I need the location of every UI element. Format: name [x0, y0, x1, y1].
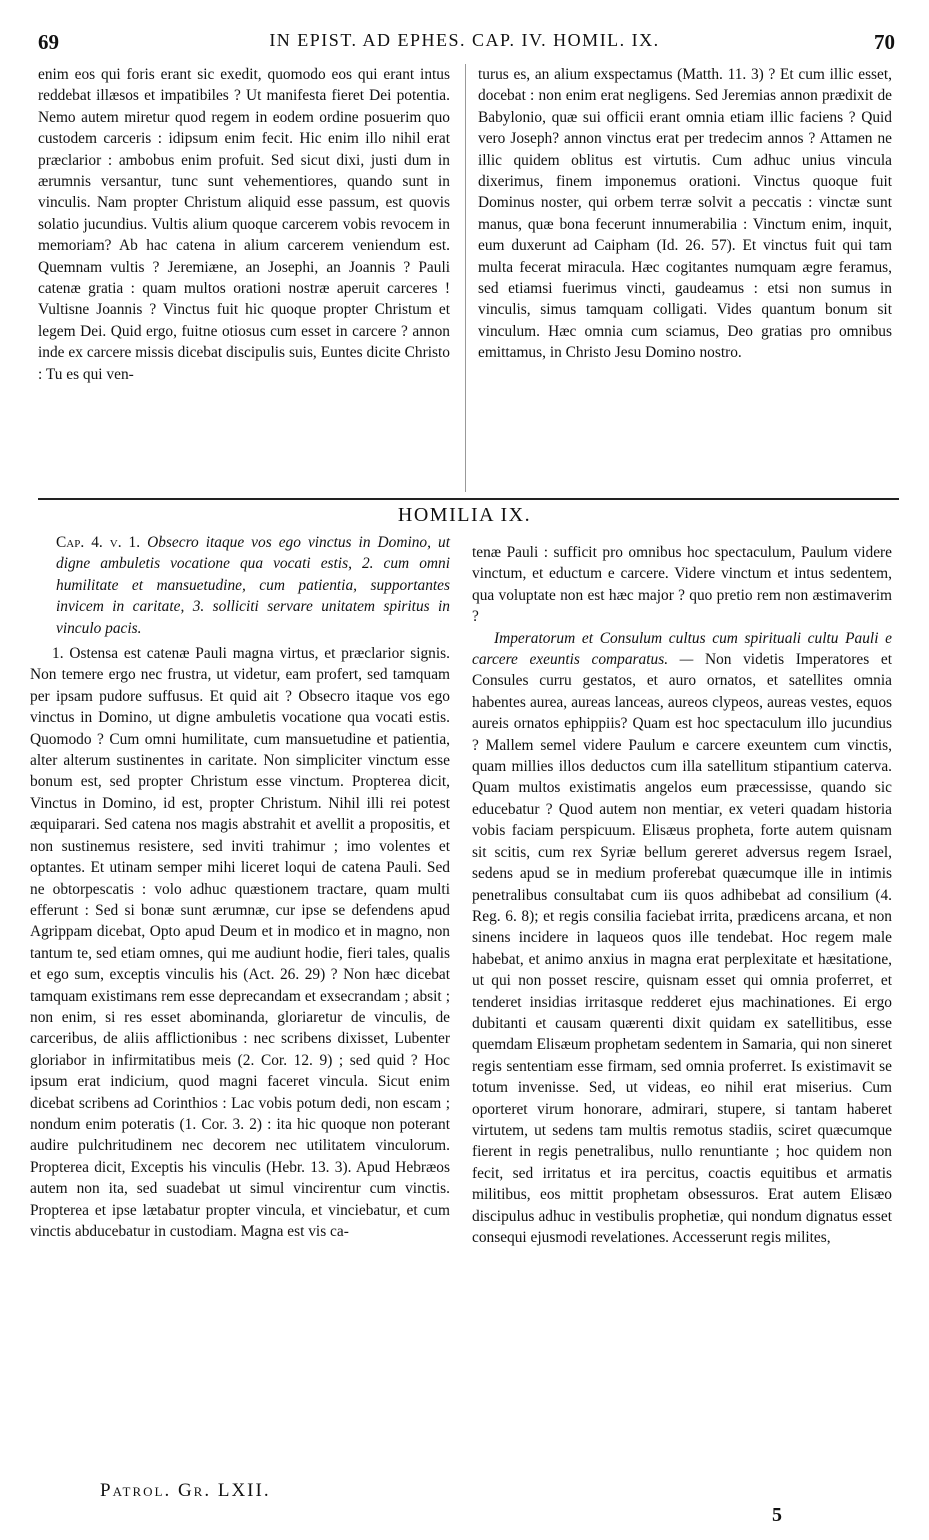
section-rule — [38, 498, 899, 500]
page-number-right: 70 — [874, 30, 895, 54]
bottom-left-column — [30, 532, 450, 1242]
top-left-column — [38, 64, 450, 385]
lemma-reference: Cap. 4. v. 1. — [56, 534, 141, 551]
scripture-lemma — [30, 532, 450, 639]
lemma-text: Obsecro itaque vos ego vinctus in Domino, ut digne ambuletis vocatione qua vocati estis, 2. cum omni humilitate et mansuetudine, cum patientia, supportantes invicem in caritate, 3. solliciti servare unitatem spiritus in vinculo pacis. — [56, 534, 450, 637]
running-title: IN EPIST. AD EPHES. CAP. IV. HOMIL. IX. — [269, 30, 660, 50]
homily-continuation: tenæ Pauli : sufficit pro omnibus hoc spectaculum, Paulum videre vinctum, et eductum e carcere. Videre vinctum et intus sedentem, qua voluptate non est hæc major ? quo pretio rem non æstimaverim ? — [472, 544, 892, 626]
volume-footer: Patrol. Gr. LXII. — [100, 1480, 271, 1501]
top-right-text: turus es, an alium exspectamus (Matth. 11. 3) ? Et cum illic esset, docebat : non enim erat negligens. Sed Jeremias annon prædixit de Babylonio, quæ sui officii erant omnia etiam illic faciens ? Quid vero Joseph? annon vinctus erat per tredecim annos ? Attamen ne illic quidem oblitus est virtutis. Cum adhuc unius vincula dixerimus, finem imponemus orationi. Vinctus quoque fuit Dominus noster, qui orbem terræ solvit a peccatis : vinctæ sunt manus, quæ bona fecerunt innumerabilia : Vinctum enim, inquit, eum duxerunt ad Caipham (Id. 26. 57). Et vinctus fuit qui tam multa fecerat miracula. Hæc cogitantes numquam ægre feramus, sed etiamsi fuerimus vincti, gaudeamus : etsi non sumus in vinculis, simus tamquam colligati. Vides quantum bonum sit vinculum. Hæc omnia cum sciamus, Deo gratias pro omnibus emittamus, in Christo Jesu Domino nostro. — [478, 66, 892, 362]
bottom-right-column — [472, 542, 892, 1248]
page-number-left: 69 — [38, 30, 59, 54]
section-heading: Imperatorum et Consulum cultus cum spirituali cultu Pauli e carcere exeuntis comparatus. — — [472, 629, 892, 669]
homily-title: HOMILIA IX. — [397, 504, 532, 526]
column-divider — [465, 64, 466, 492]
top-right-column — [478, 64, 892, 364]
running-head — [30, 30, 899, 56]
homily-paragraph-2-text: Non videtis Imperatores et Consules curru gestatos, et auro ornatos, et satellites omnia habentes aurea, aureas lanceas, aureos clypeos, aureas vestes, equos aureis ornatos ephippiis? Quam est hoc spectaculum illo jucundius ? Mallem semel videre Paulum e carcere exeuntem cum vinctis, quam millies illos deductos cum illa satellitum stipantium caterva. Quam multos existimatis angelos eum præcessisse, quando sic educebatur ? Quod autem non mentiar, ex veteri quadam historia vobis faciam perspicuum. Elisæus propheta, forte autem quisnam sit scitis, cum rex Syriæ bellum gereret adversus regem Israel, sedens apud se in medium proferebat quæcumque ille in intimis penetralibus consultabat cum iis quos adhibebat ad consilium (4. Reg. 6. 8); et regis consilia faciebat irrita, prædicens arcana, et non sinens incidere in laqueos quos ille tendebat. Hoc regem male habebat, et animo anxius in magna erat perplexitate et hæsitatione, ut qui non posset rescire, quisnam esset qui omnia proferret, et tenderet insidias irritasque redderet ejus machinationes. Ei ergo dubitanti et causam quærenti dixit quidam ex satellitibus, esse quemdam Elisæum prophetam sedentem in Samaria, qui non sineret regis sententiam esse firmam, sed omnia proferret. Is existimavit se totum invenisse. Sed, ut videas, eo nihil erat miserius. Cum oporteret virum honorare, admirari, stupere, si tantam haberet virtutem, ut sedens tam multis remotus stadiis, sciret quæcumque fierent in regis penetralibus, nullo renuntiante ; hoc quidem non fecit, sed irritatus et ira percitus, coactis equitibus et armatis militibus, eos mittit prophetam obsessuros. Erat autem Elisæo discipulus adhuc in vestibulis prophetiæ, qui nondum dignatus esset consequi ejusmodi revelationes. Accesserunt regis milites, — [472, 651, 892, 1246]
signature-mark: 5 — [772, 1504, 782, 1526]
homily-paragraph-1: 1. Ostensa est catenæ Pauli magna virtus, et præclarior signis. Non temere ergo nec frustra, ut videtur, eam profert, sed tamquam per ipsam pudore suffusus. Et quid ait ? Obsecro itaque vos ego vinctus in Domino, ut digne ambuletis vocatione qua vocati estis. Quomodo ? Cum omni humilitate, cum mansuetudine et patientia, alter alterum sustinentes in caritate. Non simpliciter vinctum esse bonum est, sed propter Christum esse vinctum. Propterea dicit, Vinctus in Domino, id est, propter Christum. Nihil illi rei potest æquiparari. Sed catena nos magis abstrahit et avellit a propositis, et non sustinemus resistere, sed inviti trahimur ; imo volentes et optantes. Et utinam semper mihi liceret loqui de catena Pauli. Sed ne obtorpescatis : volo adhuc quæstionem tractare, quam multi efferunt : Sed si bonæ sunt ærumnæ, cur ipse se defendens apud Agrippam dicebat, Opto apud Deum et in modico et in magno, non tantum te, sed etiam omnes, qui me audiunt hodie, fieri tales, qualis et ego sum, exceptis vinculis his (Act. 26. 29) ? Non hæc dicebat tamquam existimans rem esse deprecandam et exsecrandam ; absit ; non enim, si res esset abominanda, gloriaretur de vinculis, de carceribus, de aliis afflictionibus : nec scribens dixisset, Lubenter gloriabor in infirmitatibus meis (2. Cor. 12. 9) ; sed quid ? Hoc ipsum erat indicium, quod magni faceret vincula. Sicut enim dicebat scribens ad Corinthios : Lac vobis potum dedi, non escam ; nondum enim poteratis (1. Cor. 3. 2) : ita hic quoque non poterant audire pulchritudinem nec decorem nec utilitatem vinculorum. Propterea dicit, Exceptis his vinculis (Hebr. 13. 3). Apud Hebræos autem non ita, sed suadebat ut simul vincirentur cum vinctis. Propterea et ipse lætabatur propter vincula, et vinciebatur, et cum vinctis abducebatur in custodiam. Magna est vis ca- — [30, 645, 450, 1240]
book-page — [30, 30, 899, 1526]
top-left-text: enim eos qui foris erant sic exedit, quomodo eos qui erant intus reddebat illæsos et impatibiles ? Ut manifesta fieret Dei potentia. Nemo autem miretur quod regem in eodem ordine posuerim quo custodem carceris : idipsum enim fecit. Hic enim illo nihil erat præclarior : ambobus enim profuit. Sed sicut dixi, justi dum in ærumnis versantur, tunc sunt vehementiores, quando sunt in vinculis. Nam propter Christum aliquid esse passum, est quovis solatio jucundius. Vultis alium quoque carcerem vobis revocem in memoriam? Ab hac catena in alium carcerem veniendum est. Quemnam vultis ? Jeremiæne, an Josephi, an Joannis ? Pauli catenæ gratia : quam multos orationi nostræ aperuit carceres ! Vultisne Joannis ? Vinctus fuit hic quoque propter Christum et legem Dei. Quid ergo, fuitne otiosus cum esset in carcere ? annon inde ex carcere missis dicebat discipulis suis, Euntes dicite Christo : Tu es qui ven- — [38, 66, 450, 383]
homily-paragraph-2 — [472, 628, 892, 1249]
